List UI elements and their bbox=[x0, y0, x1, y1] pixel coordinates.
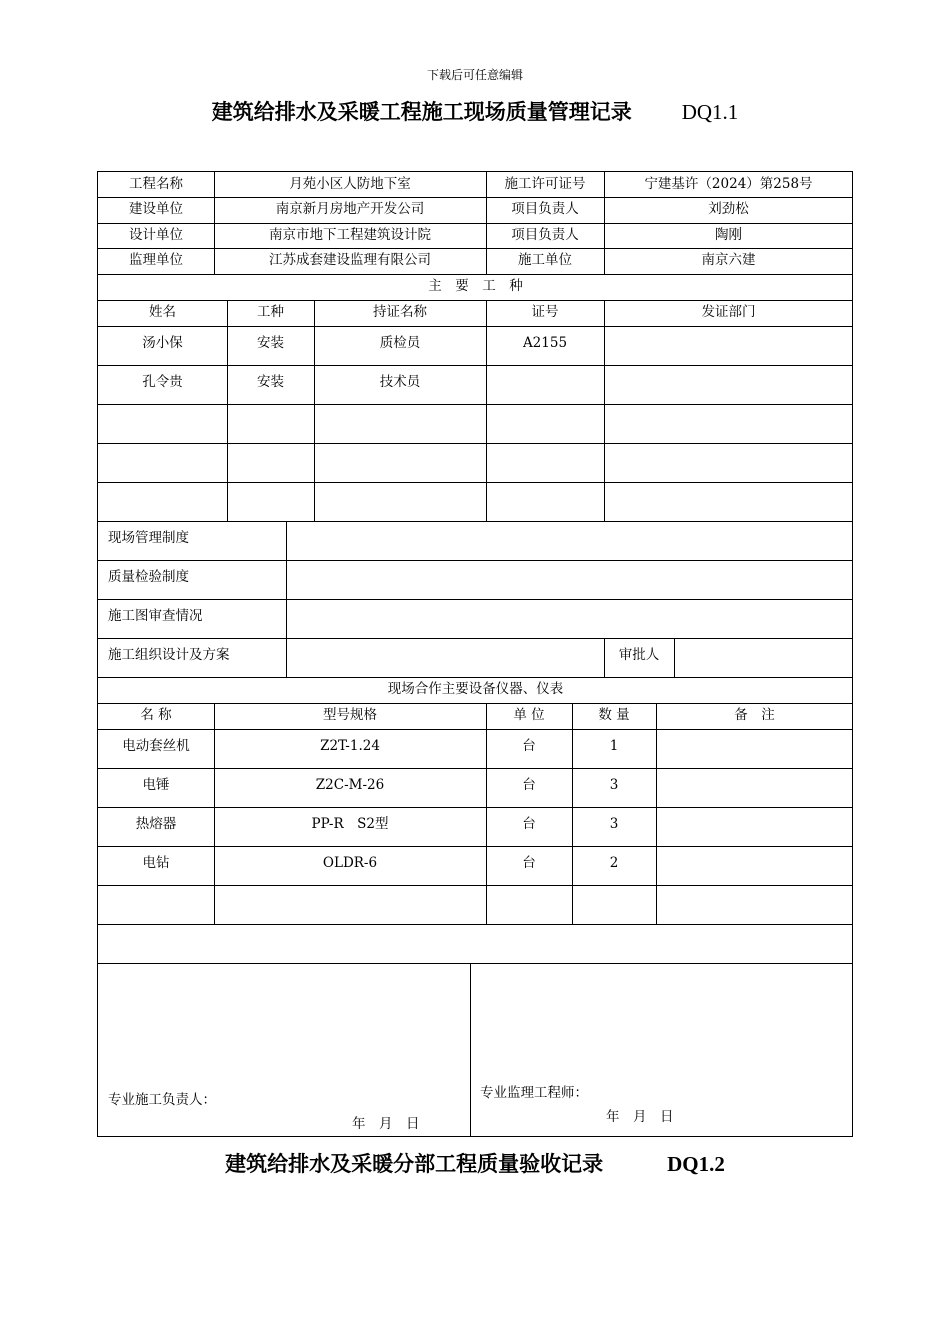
header-note: 下载后可任意编辑 bbox=[426, 68, 523, 82]
design-manager-value: 陶刚 bbox=[715, 227, 742, 243]
equipment-row-1-quantity: 1 bbox=[609, 738, 619, 754]
equipment-row-2-name: 电锤 bbox=[142, 777, 170, 793]
trades-header-cert-no: 证号 bbox=[531, 304, 559, 320]
equipment-row-3-quantity: 3 bbox=[609, 816, 619, 832]
page-title bbox=[0, 96, 950, 126]
equipment-row-1-name: 电动套丝机 bbox=[122, 738, 190, 754]
equipment-row-1-model: Z2T-1.24 bbox=[320, 738, 380, 754]
trades-section-label: 主 要 工 种 bbox=[428, 278, 523, 294]
client-label: 建设单位 bbox=[129, 201, 183, 217]
equipment-row-2-model: Z2C-M-26 bbox=[315, 777, 385, 793]
trades-header-certificate: 持证名称 bbox=[373, 304, 427, 320]
trades-row-2-certificate: 技术员 bbox=[379, 374, 421, 390]
equipment-header-name: 名 称 bbox=[140, 707, 172, 723]
trades-row-2-name: 孔令贵 bbox=[142, 374, 183, 390]
trades-row-1-name: 汤小保 bbox=[142, 335, 183, 351]
client-value: 南京新月房地产开发公司 bbox=[275, 201, 425, 217]
equipment-header-remarks: 备 注 bbox=[734, 707, 775, 723]
title-text: 建筑给排水及采暖工程施工现场质量管理记录 bbox=[211, 99, 632, 124]
construction-design-label: 施工组织设计及方案 bbox=[108, 647, 230, 663]
construction-lead-date: 年 月 日 bbox=[352, 1116, 420, 1132]
permit-value: 宁建基许（2024）第258号 bbox=[644, 176, 813, 192]
contractor-value: 南京六建 bbox=[701, 252, 756, 268]
equipment-row-4-unit: 台 bbox=[522, 855, 536, 871]
client-manager-value: 刘劲松 bbox=[708, 201, 749, 217]
quality-inspection-label: 质量检验制度 bbox=[108, 569, 189, 585]
equipment-row-4-quantity: 2 bbox=[609, 855, 619, 871]
trades-header-trade: 工种 bbox=[257, 304, 284, 320]
approver-label: 审批人 bbox=[618, 647, 660, 663]
supervisor-date: 年 月 日 bbox=[606, 1109, 674, 1125]
equipment-row-1-unit: 台 bbox=[522, 738, 536, 754]
supervisor-label: 专业监理工程师： bbox=[480, 1085, 588, 1101]
permit-label: 施工许可证号 bbox=[504, 176, 586, 192]
equipment-row-2-unit: 台 bbox=[522, 777, 536, 793]
trades-header-issuer: 发证部门 bbox=[701, 304, 756, 320]
project-name-value: 月苑小区人防地下室 bbox=[289, 176, 411, 192]
equipment-header-quantity: 数 量 bbox=[598, 707, 630, 723]
equipment-header-unit: 单 位 bbox=[513, 707, 545, 723]
project-name-label: 工程名称 bbox=[129, 176, 183, 192]
design-label: 设计单位 bbox=[129, 227, 183, 243]
next-section-title bbox=[0, 1148, 950, 1178]
next-title-text: 建筑给排水及采暖分部工程质量验收记录 bbox=[225, 1151, 604, 1176]
equipment-row-4-model: OLDR-6 bbox=[322, 855, 378, 871]
design-manager-label: 项目负责人 bbox=[511, 227, 579, 243]
drawing-review-label: 施工图审查情况 bbox=[108, 608, 203, 624]
client-manager-label: 项目负责人 bbox=[511, 201, 579, 217]
title-code: DQ1.1 bbox=[681, 100, 739, 124]
trades-row-1-cert-no: A2155 bbox=[522, 335, 568, 351]
trades-row-2-trade: 安装 bbox=[257, 374, 284, 390]
equipment-row-3-unit: 台 bbox=[522, 816, 536, 832]
contractor-label: 施工单位 bbox=[518, 252, 572, 268]
trades-row-1-trade: 安装 bbox=[257, 335, 284, 351]
trades-header-name: 姓名 bbox=[149, 304, 176, 320]
next-title-code: DQ1.2 bbox=[667, 1152, 725, 1176]
equipment-row-3-model: PP-R S2型 bbox=[311, 816, 389, 832]
equipment-header-model: 型号规格 bbox=[323, 707, 377, 723]
equipment-section-label: 现场合作主要设备仪器、仪表 bbox=[387, 681, 564, 697]
trades-row-1-certificate: 质检员 bbox=[379, 335, 421, 351]
equipment-row-4-name: 电钻 bbox=[142, 855, 170, 871]
design-value: 南京市地下工程建筑设计院 bbox=[269, 227, 431, 243]
supervision-value: 江苏成套建设监理有限公司 bbox=[269, 252, 431, 268]
equipment-row-2-quantity: 3 bbox=[609, 777, 619, 793]
supervision-label: 监理单位 bbox=[129, 252, 183, 268]
quality-management-table bbox=[97, 171, 853, 1137]
equipment-row-3-name: 热熔器 bbox=[135, 816, 177, 832]
site-management-label: 现场管理制度 bbox=[108, 530, 189, 546]
construction-lead-label: 专业施工负责人： bbox=[108, 1092, 216, 1108]
